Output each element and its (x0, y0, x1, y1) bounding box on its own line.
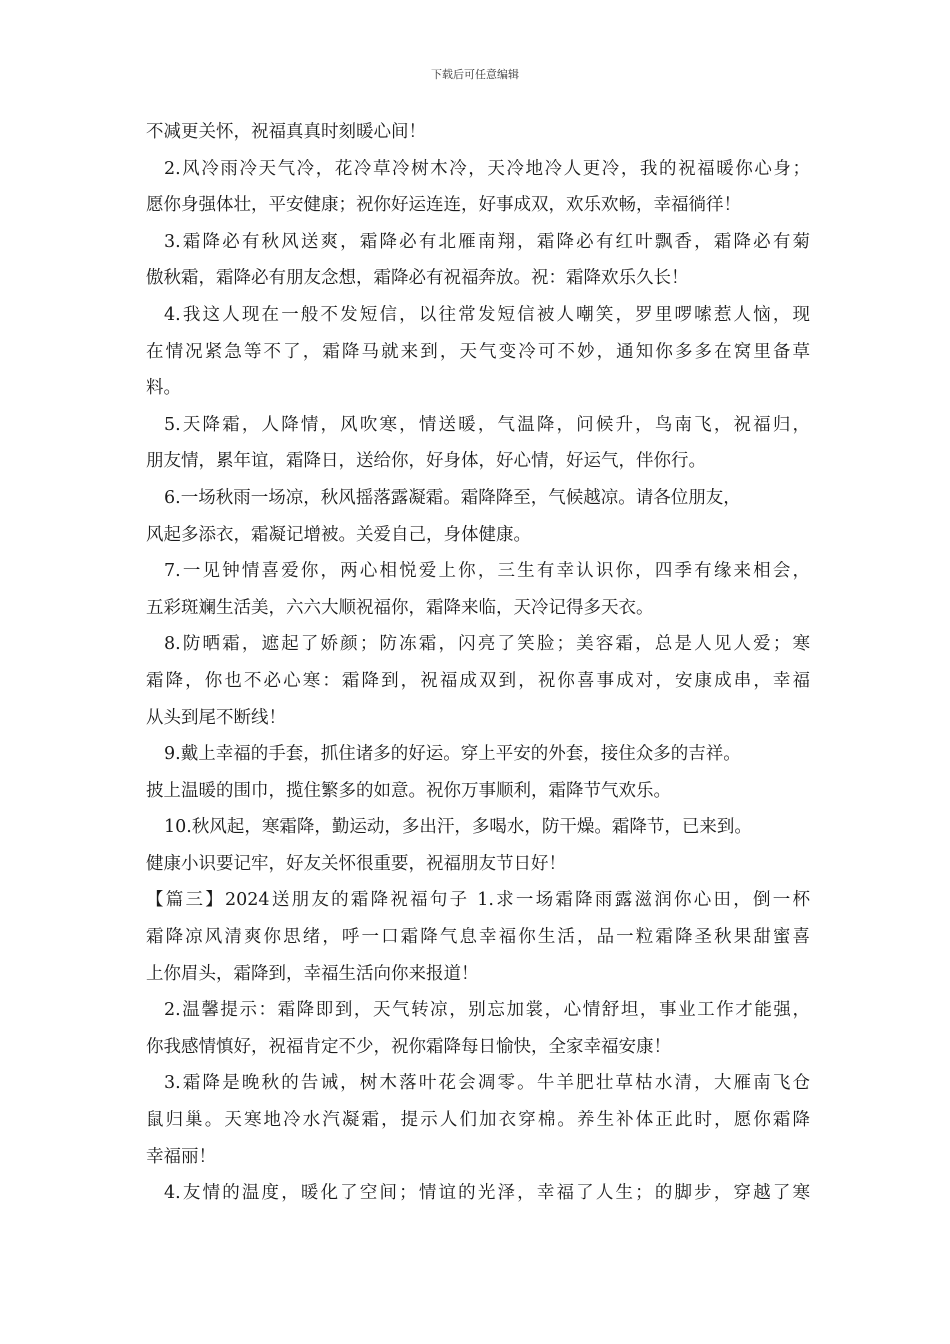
text-line: 5.天降霜，人降情，风吹寒，情送暖，气温降，问候升，鸟南飞，祝福归， (164, 414, 810, 435)
text-line: 鼠归巢。天寒地冷水汽凝霜，提示人们加衣穿棉。养生补体正此时，愿你霜降 (146, 1110, 810, 1131)
text-line: 愿你身强体壮，平安健康；祝你好运连连，好事成双，欢乐欢畅，幸福徜徉！ (146, 195, 741, 216)
text-line: 幸福丽！ (146, 1146, 216, 1167)
text-line: 在情况紧急等不了，霜降马就来到，天气变冷可不妙，通知你多多在窝里备草 (146, 341, 810, 362)
text-line: 4.我这人现在一般不发短信，以往常发短信被人嘲笑，罗里啰嗦惹人恼，现 (164, 304, 810, 325)
text-line: 不减更关怀，祝福真真时刻暖心间！ (146, 122, 426, 142)
text-line: 8.防晒霜，遮起了娇颜；防冻霜，闪亮了笑脸；美容霜，总是人见人爱；寒 (164, 634, 810, 655)
text-line: 【篇三】2024送朋友的霜降祝福句子 1.求一场霜降雨露滋润你心田，倒一杯 (146, 890, 810, 911)
text-line: 朋友情，累年谊，霜降日，送给你，好身体，好心情，好运气，伴你行。 (146, 451, 706, 472)
text-line: 料。 (146, 378, 181, 399)
text-line: 五彩斑斓生活美，六六大顺祝福你，霜降来临，天冷记得多天衣。 (146, 597, 654, 618)
text-line: 6.一场秋雨一场凉，秋风摇落露凝霜。霜降降至，气候越凉。请各位朋友， (164, 487, 741, 508)
document-body (146, 114, 810, 1212)
text-line: 健康小识要记牢，好友关怀很重要，祝福朋友节日好！ (146, 853, 566, 874)
text-line: 霜降，你也不必心寒：霜降到，祝福成双到，祝你喜事成对，安康成串，幸福 (146, 670, 810, 691)
text-line: 7.一见钟情喜爱你，两心相悦爱上你，三生有幸认识你，四季有缘来相会， (164, 561, 810, 582)
text-line: 傲秋霜，霜降必有朋友念想，霜降必有祝福奔放。祝：霜降欢乐久长！ (146, 268, 689, 289)
page-header: 下载后可任意编辑 (431, 68, 519, 81)
text-line: 3.霜降是晚秋的告诫，树木落叶花会凋零。牛羊肥壮草枯水清，大雁南飞仓 (164, 1073, 810, 1094)
text-line: 披上温暖的围巾，揽住繁多的如意。祝你万事顺利，霜降节气欢乐。 (146, 780, 671, 801)
text-line: 2.温馨提示：霜降即到，天气转凉，别忘加裳，心情舒坦，事业工作才能强， (164, 1000, 810, 1021)
text-line: 霜降凉风清爽你思绪，呼一口霜降气息幸福你生活，品一粒霜降圣秋果甜蜜喜 (146, 927, 810, 948)
text-line: 10.秋风起，寒霜降，勤运动，多出汗，多喝水，防干燥。霜降节，已来到。 (164, 817, 752, 838)
text-line: 2.风冷雨冷天气冷，花冷草冷树木冷，天冷地冷人更冷，我的祝福暖你心身； (164, 158, 810, 179)
text-line: 4.友情的温度，暖化了空间；情谊的光泽，幸福了人生；的脚步，穿越了寒 (164, 1183, 810, 1204)
text-line: 3.霜降必有秋风送爽，霜降必有北雁南翔，霜降必有红叶飘香，霜降必有菊 (164, 231, 810, 252)
text-line: 9.戴上幸福的手套，抓住诸多的好运。穿上平安的外套，接住众多的吉祥。 (164, 744, 741, 765)
text-line: 你我感情慎好，祝福肯定不少，祝你霜降每日愉快，全家幸福安康！ (146, 1036, 671, 1057)
text-line: 风起多添衣，霜凝记增被。关爱自己，身体健康。 (146, 524, 531, 545)
text-line: 上你眉头，霜降到，幸福生活向你来报道！ (146, 963, 479, 984)
text-line: 从头到尾不断线！ (146, 707, 286, 728)
